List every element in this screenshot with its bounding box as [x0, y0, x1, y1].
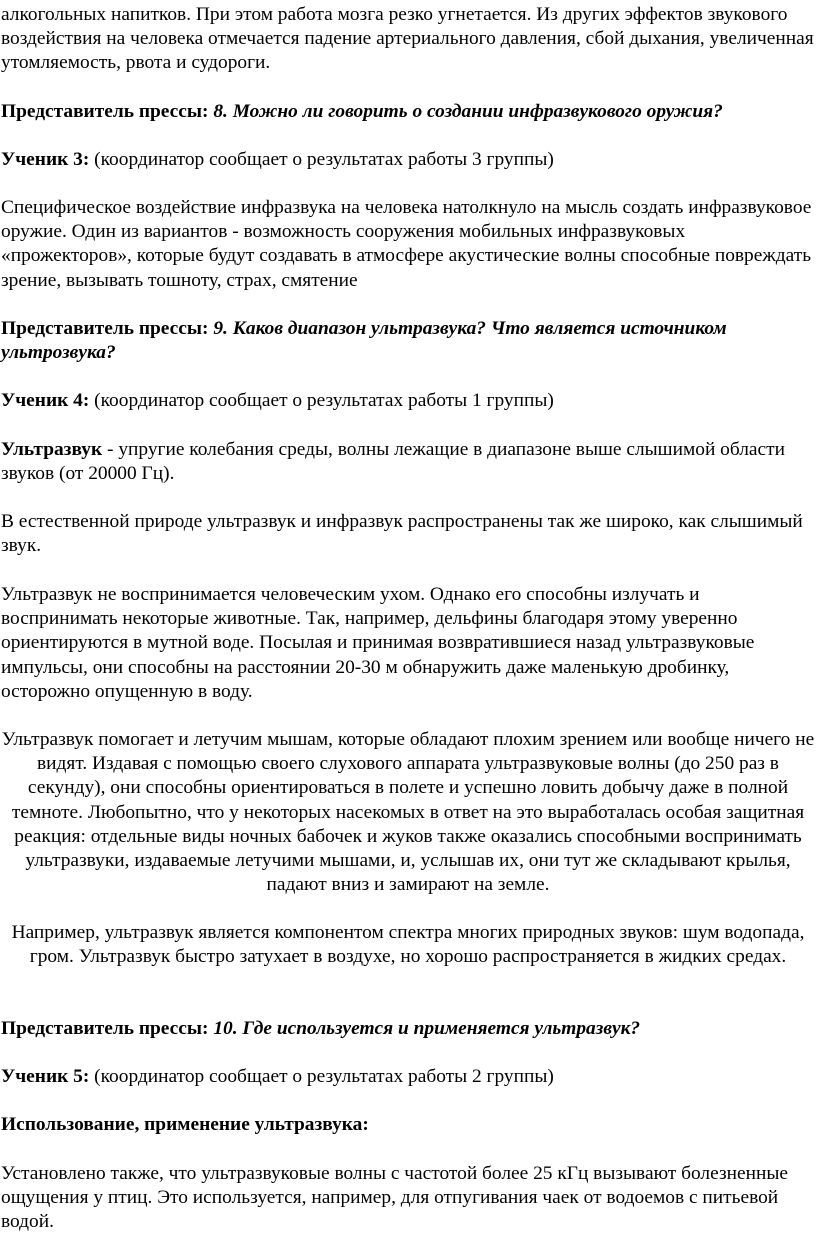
paragraph-infrasound-weapon: Специфическое воздействие инфразвука на человека натолкнуло на мысль создать инфразвуковое оружие. Один из вариантов - возможность сооружения мобильных инфразвуковых «прожекторов», которые будут создавать в атмосфере акустические волны способные повреждать зрение, вызывать тошноту, страх, смятение: [1, 197, 812, 291]
paragraph-infrasound-effects: алкогольных напитков. При этом работа мозга резко угнетается. Из других эффектов звукового воздействия на человека отмечается падение артериального давления, сбой дыхания, увеличенная утомляемость, рвота и судороги.: [1, 4, 814, 74]
paragraph-birds: Установлено также, что ультразвуковые волны с частотой более 25 кГц вызывают болезненные ощущения у птиц. Это используется, например, для отпугивания чаек от водоемов с питьевой водой.: [1, 1163, 788, 1233]
press-question-9: [1, 317, 815, 365]
question-text: 9. Каков диапазон ультразвука? Что является источником ультрозвука?: [1, 318, 727, 364]
question-text: 10. Где используется и применяется ультразвук?: [213, 1018, 641, 1039]
definition-text: - упругие колебания среды, волны лежащие в диапазоне выше слышимой области звуков (от 20000 Гц).: [1, 439, 785, 485]
student-3-line: [1, 148, 815, 172]
press-speaker-label: Представитель прессы:: [1, 1018, 209, 1039]
student-5-line: [1, 1065, 815, 1089]
paragraph-spectrum: Например, ультразвук является компонентом спектра многих природных звуков: шум водопада, гром. Ультразвук быстро затухает в воздухе, но хорошо распространяется в жидких средах.: [11, 922, 805, 968]
paragraph-nature: В естественной природе ультразвук и инфразвук распространены так же широко, как слышимый звук.: [1, 511, 803, 557]
coordinator-note: (координатор сообщает о результатах работы 3 группы): [94, 149, 554, 170]
press-question-10: [1, 1017, 815, 1041]
coordinator-note: (координатор сообщает о результатах работы 2 группы): [94, 1066, 554, 1087]
paragraph-bats: Ультразвук помогает и летучим мышам, которые обладают плохим зрением или вообще ничего не видят. Издавая с помощью своего слухового аппарата ультразвуковые волны (до 250 раз в секунду), они способны ориентироваться в полете и успешно ловить добычу даже в полной темноте. Любопытно, что у некоторых насекомых в ответ на это выработалась особая защитная реакция: отдельные виды ночных бабочек и жуков также оказались способными воспринимать ультразвуки, издаваемые летучими мышами, и, услышав их, они тут же складывают крылья, падают вниз и замирают на земле.: [1, 729, 815, 896]
paragraph-dolphins: Ультразвук не воспринимается человеческим ухом. Однако его способны излучать и воспринимать некоторые животные. Так, например, дельфины благодаря этому уверенно ориентируются в мутной воде. Посылая и принимая возвратившиеся назад ультразвуковые импульсы, они способны на расстоянии 20-30 м обнаружить даже маленькую дробинку, осторожно опущенную в воду.: [1, 584, 755, 702]
student-label: Ученик 4:: [1, 390, 90, 411]
heading-ultrasound-usage: Использование, применение ультразвука:: [1, 1114, 369, 1135]
press-speaker-label: Представитель прессы:: [1, 101, 209, 122]
press-question-8: [1, 100, 815, 124]
student-4-line: [1, 389, 815, 413]
question-text: 8. Можно ли говорить о создании инфразвукового оружия?: [213, 101, 723, 122]
student-label: Ученик 3:: [1, 149, 90, 170]
paragraph-ultrasound-definition: [1, 438, 815, 486]
term-ultrasound: Ультразвук: [1, 439, 103, 460]
press-speaker-label: Представитель прессы:: [1, 318, 209, 339]
student-label: Ученик 5:: [1, 1066, 90, 1087]
coordinator-note: (координатор сообщает о результатах работы 1 группы): [94, 390, 554, 411]
